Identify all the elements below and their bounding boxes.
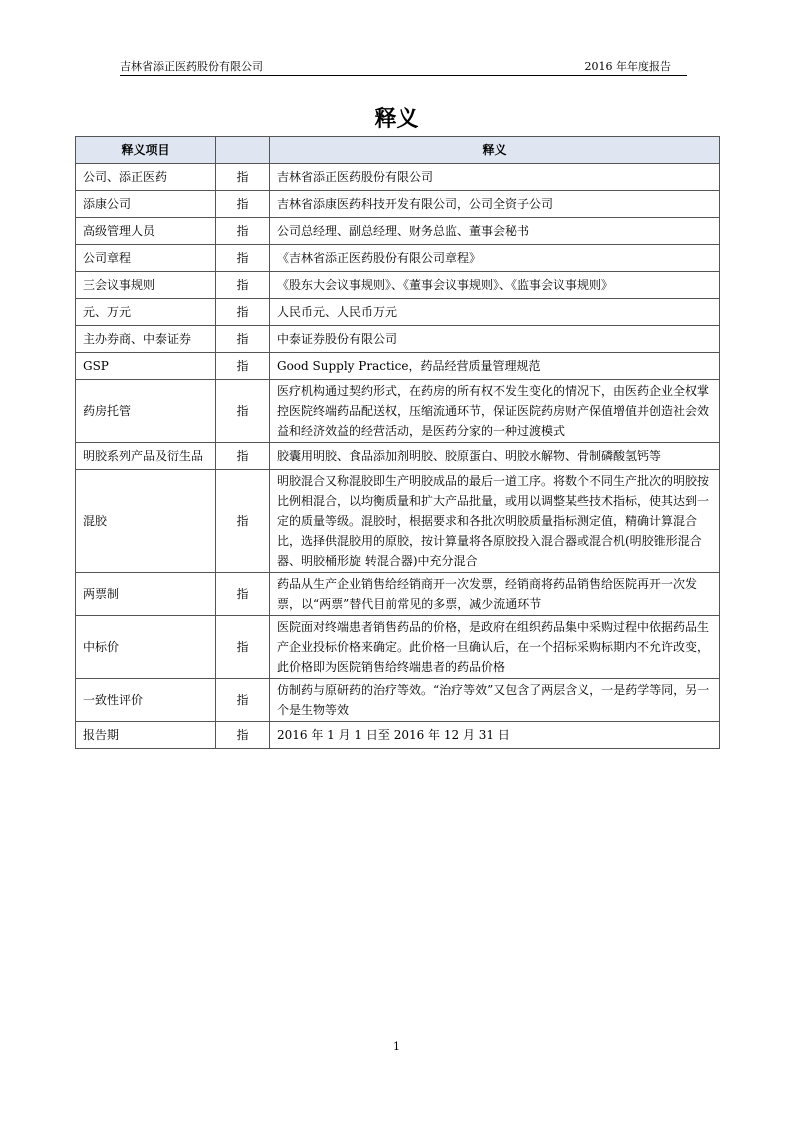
row-term: GSP: [76, 353, 216, 380]
table-row: [76, 353, 720, 380]
row-term: 主办券商、中泰证券: [76, 326, 216, 353]
table-row: [76, 218, 720, 245]
table-row: [76, 470, 720, 573]
table-row: [76, 191, 720, 218]
table-row: [76, 573, 720, 616]
row-definition: 公司总经理、副总经理、财务总监、董事会秘书: [270, 218, 720, 245]
row-term: 公司章程: [76, 245, 216, 272]
row-term: 高级管理人员: [76, 218, 216, 245]
table-row: [76, 299, 720, 326]
row-zhi: 指: [216, 573, 270, 616]
row-definition: 医院面对终端患者销售药品的价格，是政府在组织药品集中采购过程中依据药品生产企业投标价格来确定。此价格一旦确认后，在一个招标采购标期内不允许改变，此价格即为医院销售给终端患者的药品价格: [270, 616, 720, 679]
row-zhi: 指: [216, 470, 270, 573]
row-definition: 药品从生产企业销售给经销商开一次发票，经销商将药品销售给医院再开一次发票，以“两票”替代目前常见的多票，减少流通环节: [270, 573, 720, 616]
row-term: 两票制: [76, 573, 216, 616]
row-definition: 胶囊用明胶、食品添加剂明胶、胶原蛋白、明胶水解物、骨制磷酸氢钙等: [270, 443, 720, 470]
header-report: 2016 年年度报告: [584, 60, 671, 73]
row-definition: Good Supply Practice，药品经营质量管理规范: [270, 353, 720, 380]
row-zhi: 指: [216, 191, 270, 218]
table-header-row: [76, 137, 720, 164]
table-row: [76, 326, 720, 353]
row-zhi: 指: [216, 616, 270, 679]
row-definition: 中泰证券股份有限公司: [270, 326, 720, 353]
row-term: 中标价: [76, 616, 216, 679]
row-definition: 医疗机构通过契约形式，在药房的所有权不发生变化的情况下，由医药企业全权掌控医院终端药品配送权，压缩流通环节，保证医院药房财产保值增值并创造社会效益和经济效益的经营活动，是医药分家的一种过渡模式: [270, 380, 720, 443]
table-row: [76, 616, 720, 679]
header-zhi: [216, 137, 270, 164]
row-zhi: 指: [216, 272, 270, 299]
row-definition: 仿制药与原研药的治疗等效。“治疗等效”又包含了两层含义，一是药学等同，另一个是生物等效: [270, 679, 720, 722]
row-zhi: 指: [216, 380, 270, 443]
row-zhi: 指: [216, 299, 270, 326]
row-term: 明胶系列产品及衍生品: [76, 443, 216, 470]
row-term: 报告期: [76, 722, 216, 749]
table-row: [76, 443, 720, 470]
table-row: [76, 245, 720, 272]
row-term: 添康公司: [76, 191, 216, 218]
row-zhi: 指: [216, 353, 270, 380]
header-company: 吉林省添正医药股份有限公司: [120, 60, 263, 73]
row-zhi: 指: [216, 722, 270, 749]
row-zhi: 指: [216, 218, 270, 245]
table-row: [76, 164, 720, 191]
row-definition: 吉林省添康医药科技开发有限公司，公司全资子公司: [270, 191, 720, 218]
page-number: 1: [393, 1040, 400, 1053]
row-term: 公司、添正医药: [76, 164, 216, 191]
row-term: 混胶: [76, 470, 216, 573]
row-definition: 《股东大会议事规则》、《董事会议事规则》、《监事会议事规则》: [270, 272, 720, 299]
table-row: [76, 722, 720, 749]
row-zhi: 指: [216, 326, 270, 353]
row-zhi: 指: [216, 679, 270, 722]
page-header: [120, 57, 687, 76]
row-term: 药房托管: [76, 380, 216, 443]
row-zhi: 指: [216, 245, 270, 272]
row-definition: 人民币元、人民币万元: [270, 299, 720, 326]
row-term: 一致性评价: [76, 679, 216, 722]
table-row: [76, 380, 720, 443]
table-row: [76, 679, 720, 722]
row-zhi: 指: [216, 164, 270, 191]
page-title: 释义: [374, 106, 419, 132]
row-definition: 吉林省添正医药股份有限公司: [270, 164, 720, 191]
header-term: 释义项目: [76, 137, 216, 164]
row-term: 元、万元: [76, 299, 216, 326]
definitions-table: [75, 136, 720, 749]
row-zhi: 指: [216, 443, 270, 470]
row-definition: 《吉林省添正医药股份有限公司章程》: [270, 245, 720, 272]
table-row: [76, 272, 720, 299]
row-definition: 明胶混合又称混胶即生产明胶成品的最后一道工序。将数个不同生产批次的明胶按比例相混合，以均衡质量和扩大产品批量，或用以调整某些技术指标，使其达到一定的质量等级。混胶时，根据要求和各批次明胶质量指标测定值，精确计算混合比，选择供混胶用的原胶，按计算量将各原胶投入混合器或混合机(明胶锥形混合器、明胶桶形旋 转混合器)中充分混合: [270, 470, 720, 573]
row-term: 三会议事规则: [76, 272, 216, 299]
definitions-body: [76, 164, 720, 749]
header-definition: 释义: [270, 137, 720, 164]
row-definition: 2016 年 1 月 1 日至 2016 年 12 月 31 日: [270, 722, 720, 749]
